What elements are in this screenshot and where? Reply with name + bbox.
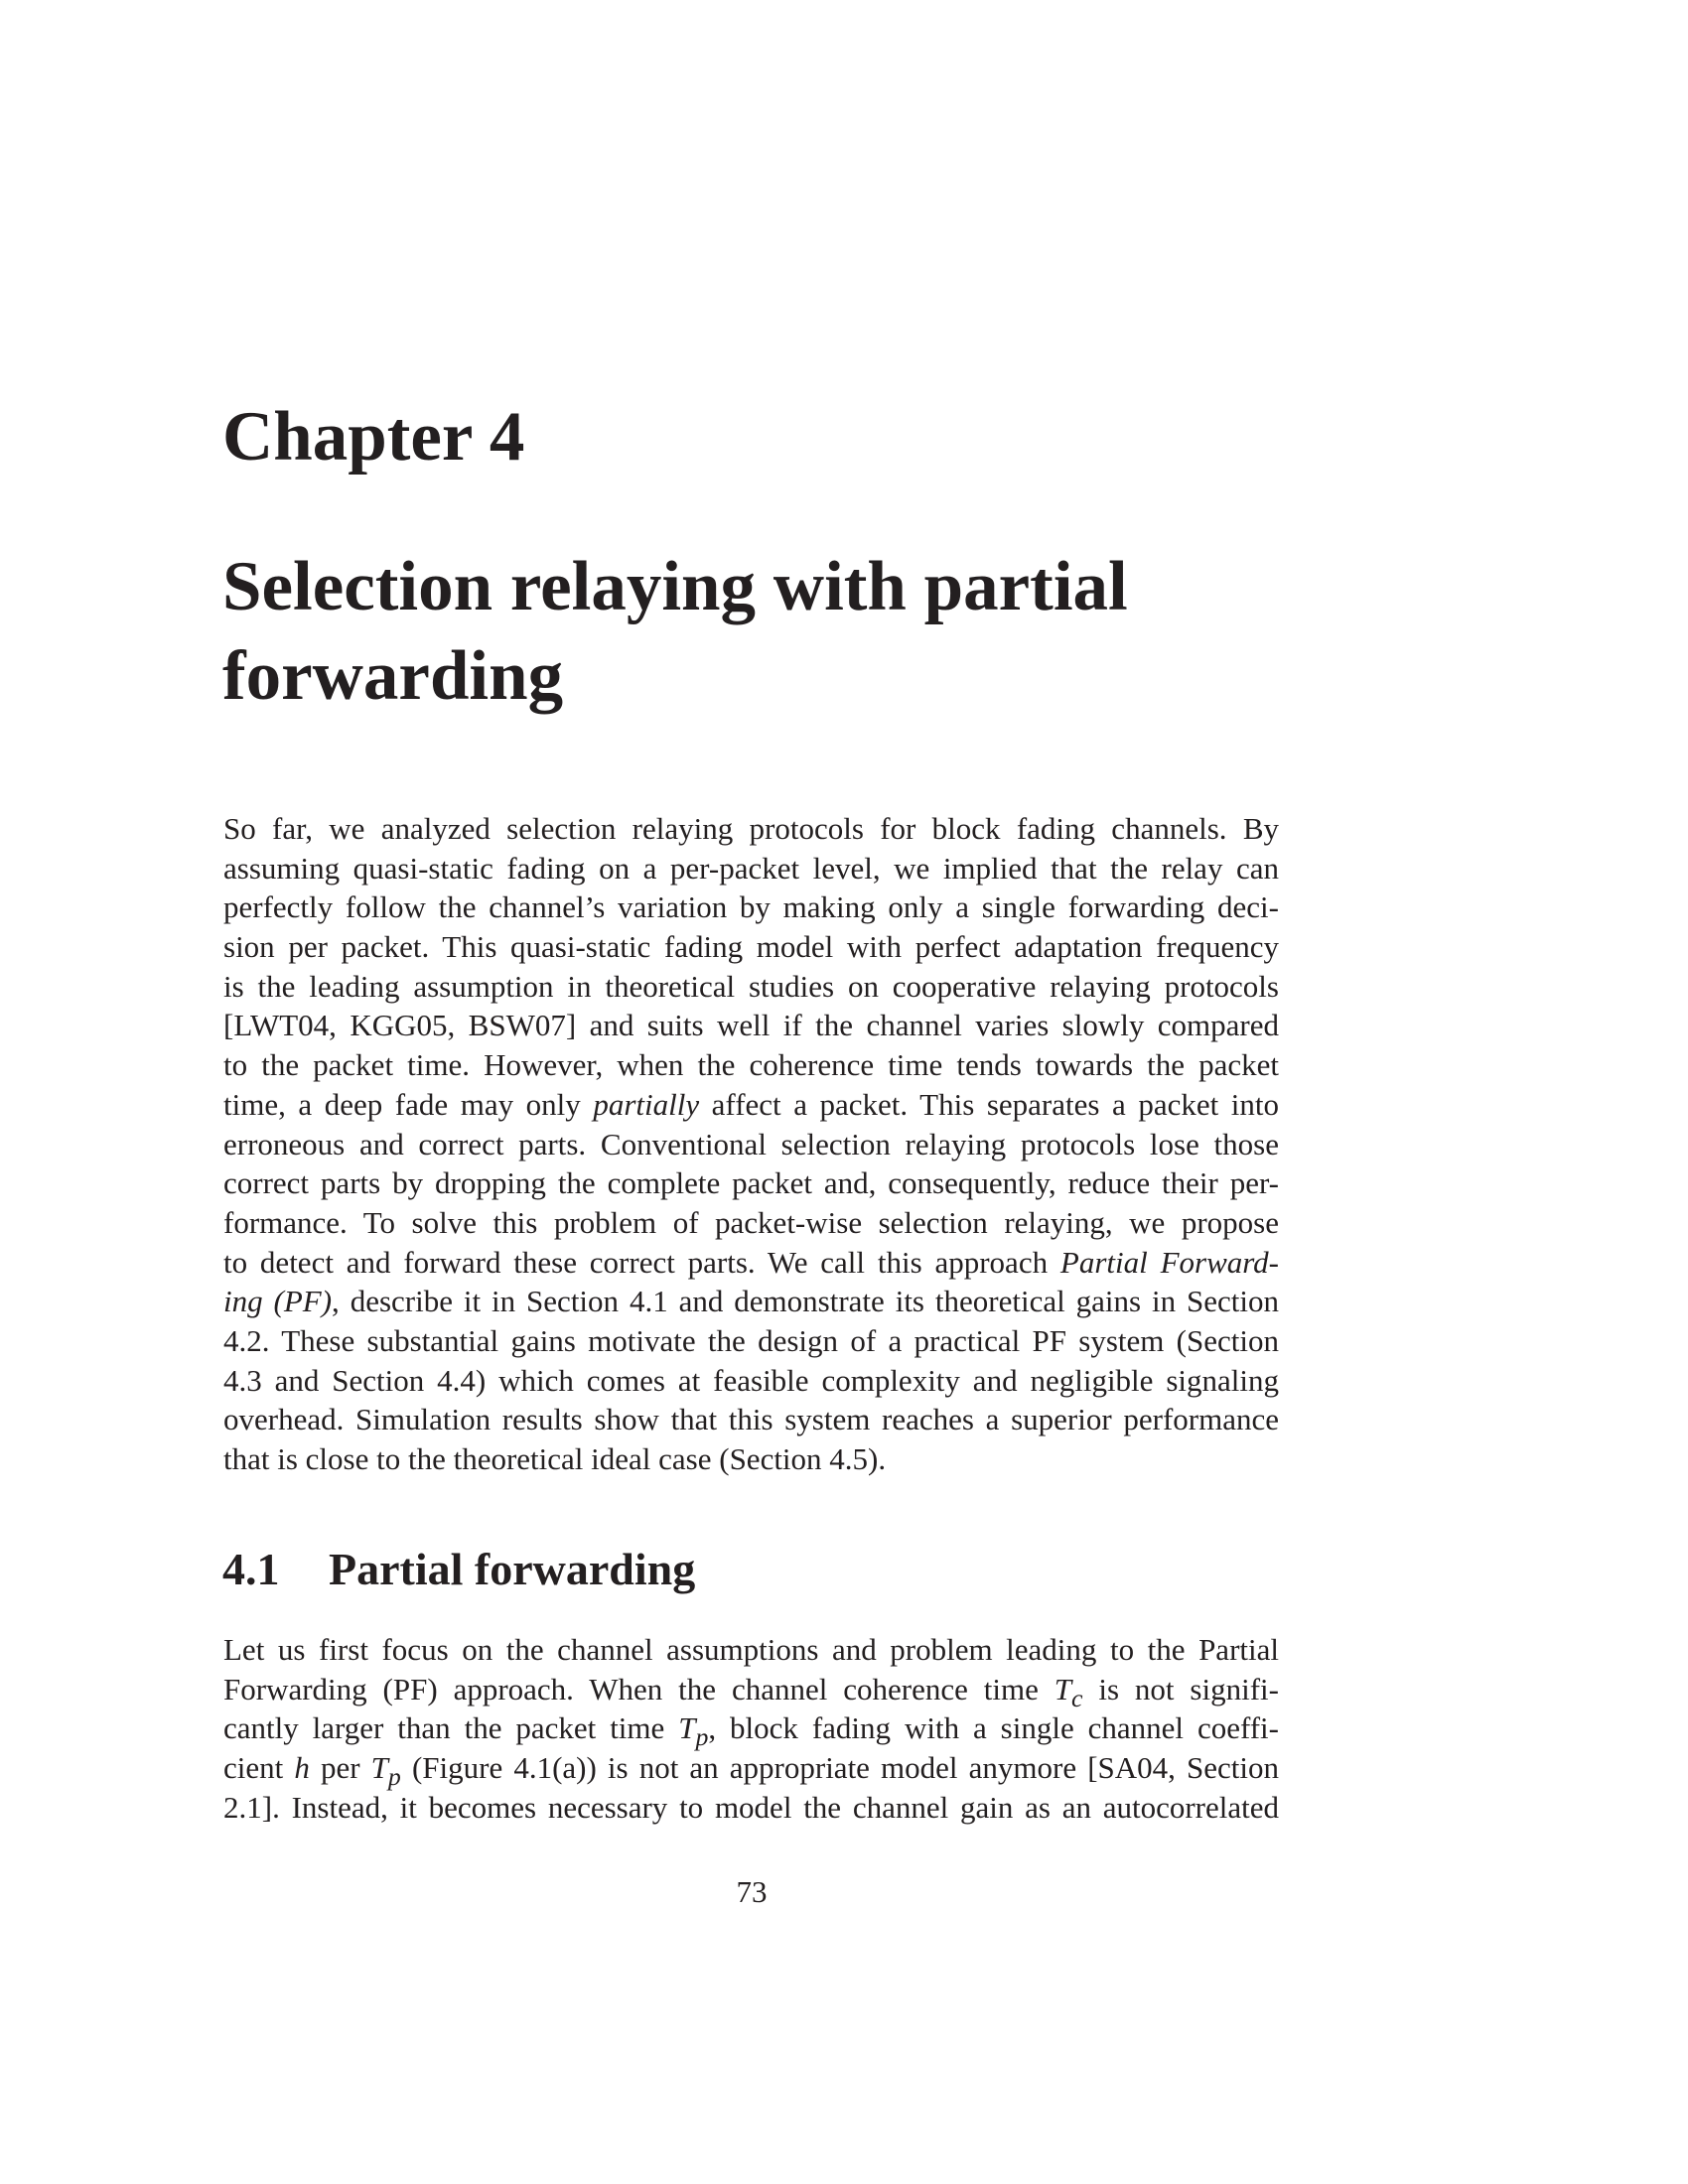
chapter-title-line-1: Selection relaying with partial — [222, 548, 1128, 625]
text-line — [223, 1748, 1279, 1792]
chapter-title — [222, 542, 1315, 721]
text-line: Let us first focus on the channel assumptions and problem leading to the Partial — [223, 1632, 1279, 1667]
page-number: 73 — [736, 1874, 768, 1909]
section-paragraph — [223, 1630, 1279, 1827]
math-subscript — [388, 1762, 401, 1791]
section-heading — [222, 1544, 696, 1594]
section-number: 4.1 — [222, 1544, 280, 1594]
text-run: , block fading with a single channel coeffi- — [708, 1710, 1279, 1746]
text-line: So far, we analyzed selection relaying protocols for block fading channels. By — [223, 811, 1279, 846]
text-line: to the packet time. However, when the coherence time tends towards the packet — [223, 1047, 1279, 1083]
text-line — [223, 1708, 1279, 1752]
chapter-title-line-2: forwarding — [222, 637, 564, 715]
text-line: 2.1]. Instead, it becomes necessary to model the channel gain as an autocorrelated — [223, 1789, 1279, 1825]
text-run: cient — [223, 1750, 295, 1786]
math-subscript-text: p — [695, 1722, 709, 1752]
text-run: time, a deep fade may only — [223, 1086, 594, 1122]
intro-paragraph — [223, 809, 1279, 1479]
text-run: per — [309, 1750, 371, 1786]
text-run: , describe it in Section 4.1 and demonstrate its theoretical gains in Section — [332, 1284, 1279, 1319]
text-line — [223, 1085, 1279, 1125]
chapter-label: Chapter 4 — [222, 398, 525, 476]
math-variable: T — [1054, 1671, 1071, 1706]
text-run: to detect and forward these correct parts. We call this approach — [223, 1244, 1060, 1280]
text-line: overhead. Simulation results show that this system reaches a superior performance — [223, 1402, 1279, 1437]
emphasis-text: Partial Forward- — [1059, 1244, 1279, 1280]
text-line: formance. To solve this problem of packet-wise selection relaying, we propose — [223, 1204, 1279, 1240]
emphasis-text: ing (PF) — [223, 1284, 333, 1319]
text-line — [223, 1282, 1279, 1321]
text-line: is the leading assumption in theoretical studies on cooperative relaying protocols — [223, 968, 1279, 1004]
text-line: perfectly follow the channel’s variation by making only a single forwarding deci- — [223, 889, 1279, 925]
text-line: correct parts by dropping the complete packet and, consequently, reduce their per- — [223, 1165, 1279, 1201]
text-line: [LWT04, KGG05, BSW07] and suits well if the channel varies slowly compared — [223, 1008, 1279, 1043]
text-run: (Figure 4.1(a)) is not an appropriate model anymore [SA04, Section — [400, 1750, 1279, 1786]
math-subscript-text: p — [387, 1762, 401, 1792]
text-line: that is close to the theoretical ideal case (Section 4.5). — [223, 1441, 887, 1476]
text-run: is not signifi- — [1082, 1671, 1279, 1706]
math-variable: T — [370, 1750, 388, 1786]
emphasis-text: partially — [593, 1086, 700, 1122]
math-variable: T — [678, 1710, 696, 1746]
math-variable: h — [294, 1750, 310, 1786]
text-line: 4.2. These substantial gains motivate the design of a practical PF system (Section — [223, 1322, 1279, 1358]
text-run: affect a packet. This separates a packet into — [699, 1086, 1280, 1122]
text-line — [223, 1670, 1279, 1712]
section-title: Partial forwarding — [329, 1544, 696, 1594]
text-run: cantly larger than the packet time — [223, 1710, 679, 1746]
math-subscript-text: c — [1070, 1683, 1083, 1712]
text-line — [223, 1243, 1279, 1283]
text-line: 4.3 and Section 4.4) which comes at feasible complexity and negligible signaling — [223, 1362, 1279, 1398]
text-run: Forwarding (PF) approach. When the channel coherence time — [223, 1671, 1055, 1706]
text-line: erroneous and correct parts. Conventional selection relaying protocols lose those — [223, 1126, 1279, 1161]
text-line: assuming quasi-static fading on a per-packet level, we implied that the relay can — [223, 850, 1279, 886]
text-line: sion per packet. This quasi-static fading model with perfect adaptation frequency — [223, 929, 1279, 965]
